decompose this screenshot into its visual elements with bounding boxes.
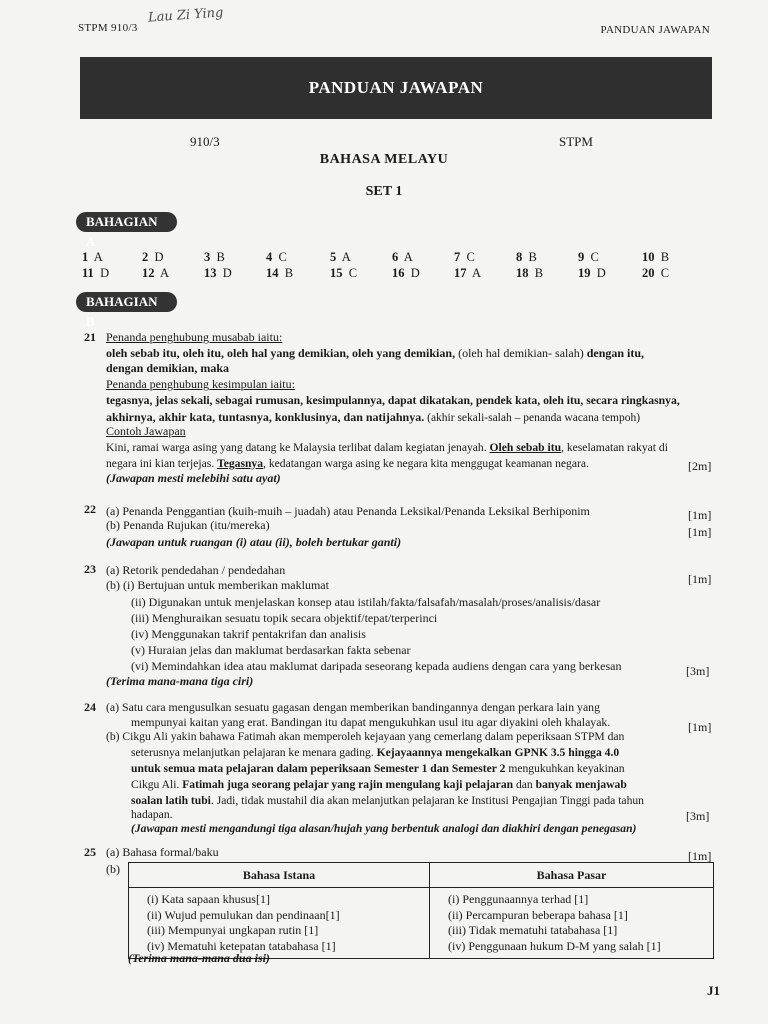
answer-letter: A bbox=[398, 250, 413, 264]
q21-text: akhirnya, akhir kata, tuntasnya, konklusinya, dan natijahnya. bbox=[106, 410, 425, 424]
mark: [1m] bbox=[688, 849, 712, 863]
answer-letter: B bbox=[528, 266, 544, 280]
q24-text: banyak menjawab bbox=[535, 778, 627, 791]
q23-b-ii: (ii) Digunakan untuk menjelaskan konsep atau istilah/fakta/falsafah/masalah/proses/analisis/dasar bbox=[131, 595, 601, 609]
answer-letter: B bbox=[522, 250, 537, 264]
q24-text: hadapan. bbox=[131, 808, 173, 821]
answer-number: 7 bbox=[454, 250, 461, 264]
table-header-row bbox=[129, 863, 714, 888]
q24-text: . Jadi, tidak mustahil dia akan melanjutkan pelajaran ke Institusi Pengajian Tinggi pada tahun bbox=[210, 794, 644, 807]
q25-b: (b) bbox=[106, 862, 120, 876]
q24-text: Cikgu Ali. bbox=[131, 778, 183, 791]
q24-b: (b) Cikgu Ali yakin bahawa Fatimah akan memperoleh kejayaan yang cemerlang dalam peperiksaan STPM dan bbox=[106, 730, 625, 743]
answer-item bbox=[392, 250, 413, 265]
q22-note: (Jawapan untuk ruangan (i) atau (ii), boleh bertukar ganti) bbox=[106, 535, 402, 549]
mark: [1m] bbox=[688, 508, 712, 522]
answer-number: 12 bbox=[142, 266, 155, 280]
answer-item bbox=[204, 250, 225, 265]
q21-text: Tegasnya bbox=[217, 457, 264, 470]
answer-number: 6 bbox=[392, 250, 399, 264]
q24-text: dan bbox=[513, 778, 536, 791]
q21-line bbox=[106, 346, 644, 361]
page-number: J1 bbox=[707, 983, 720, 998]
q24-text: soalan latih tubi bbox=[131, 794, 211, 807]
q24-a: mempunyai kaitan yang erat. Bandingan itu dapat mengukuhkan usul itu agar diyakini oleh khalayak. bbox=[131, 715, 611, 729]
mark: [1m] bbox=[688, 572, 712, 586]
answer-number: 19 bbox=[578, 266, 591, 280]
answer-item bbox=[142, 250, 164, 265]
mark: [1m] bbox=[688, 525, 712, 539]
table-item: (i) Penggunaannya terhad [1] bbox=[448, 892, 589, 906]
answer-letter: C bbox=[584, 250, 599, 264]
answer-item bbox=[454, 250, 475, 265]
answer-item bbox=[82, 250, 103, 265]
q24-text: seterusnya melanjutkan pelajaran ke menara gading. bbox=[131, 746, 377, 759]
table-cell bbox=[129, 888, 430, 959]
q25-note: (Terima mana-mana dua isi) bbox=[128, 951, 270, 965]
answer-letter: A bbox=[336, 250, 351, 264]
q24-line bbox=[131, 794, 644, 807]
mark: [1m] bbox=[688, 720, 712, 734]
q22-a: (a) Penanda Penggantian (kuih-muih – juadah) atau Penanda Leksikal/Penanda Leksikal Berhiponim bbox=[106, 504, 590, 518]
answer-number: 13 bbox=[204, 266, 217, 280]
q21-line bbox=[106, 441, 668, 454]
answer-number: 9 bbox=[578, 250, 585, 264]
q21-text: Oleh sebab itu bbox=[489, 441, 562, 454]
answer-number: 14 bbox=[266, 266, 279, 280]
answer-letter: A bbox=[154, 266, 170, 280]
q22-b: (b) Penanda Rujukan (itu/mereka) bbox=[106, 518, 270, 532]
answer-letter: A bbox=[88, 250, 103, 264]
q23-b-vi: (vi) Memindahkan idea atau maklumat daripada seseorang kepada audiens dengan cara yang berkesan bbox=[131, 659, 622, 673]
mark: [2m] bbox=[688, 459, 712, 473]
answer-letter: D bbox=[590, 266, 606, 280]
answer-item bbox=[204, 266, 232, 281]
answer-number: 1 bbox=[82, 250, 89, 264]
header-title: PANDUAN JAWAPAN bbox=[600, 24, 710, 36]
mark: [3m] bbox=[686, 809, 710, 823]
q23-b-iv: (iv) Menggunakan takrif pentakrifan dan analisis bbox=[131, 627, 366, 641]
answer-number: 4 bbox=[266, 250, 273, 264]
answer-item bbox=[578, 266, 606, 281]
answer-item bbox=[516, 266, 543, 281]
answer-item bbox=[392, 266, 420, 281]
table-item: (iii) Mempunyai ungkapan rutin [1] bbox=[147, 923, 319, 937]
answer-letter: B bbox=[278, 266, 294, 280]
answer-number: 5 bbox=[330, 250, 337, 264]
answer-letter: A bbox=[466, 266, 482, 280]
answer-item bbox=[454, 266, 481, 281]
question-number: 22 bbox=[84, 502, 96, 516]
set-title: SET 1 bbox=[365, 184, 403, 199]
exam-label: STPM bbox=[559, 134, 593, 149]
answer-letter: C bbox=[654, 266, 670, 280]
q24-line bbox=[131, 746, 619, 759]
answer-letter: D bbox=[148, 250, 164, 264]
section-a-label: BAHAGIAN A bbox=[76, 212, 177, 232]
answer-item bbox=[266, 266, 293, 281]
answer-number: 3 bbox=[204, 250, 211, 264]
answer-letter: C bbox=[460, 250, 475, 264]
table-row bbox=[129, 888, 714, 959]
q24-text: mengukuhkan keyakinan bbox=[505, 762, 625, 775]
table-item: (iv) Mematuhi ketepatan tatabahasa [1] bbox=[147, 938, 336, 953]
table-item: (ii) Wujud pemulukan dan pendinaan[1] bbox=[147, 907, 340, 922]
answer-letter: D bbox=[216, 266, 232, 280]
table-item: (i) Kata sapaan khusus[1] bbox=[147, 892, 270, 906]
q23-b-iii: (iii) Menghuraikan sesuatu topik secara objektif/tepat/terperinci bbox=[131, 611, 438, 625]
q21-text: dengan itu, bbox=[586, 346, 645, 360]
answer-number: 11 bbox=[82, 266, 94, 280]
answer-letter: D bbox=[404, 266, 420, 280]
q21-text: Kini, ramai warga asing yang datang ke Malaysia terlibat dalam kegiatan jenayah. bbox=[106, 441, 490, 454]
q23-note: (Terima mana-mana tiga ciri) bbox=[106, 674, 254, 688]
answer-number: 15 bbox=[330, 266, 343, 280]
q24-text: Kejayaannya mengekalkan GPNK 3.5 hingga 4.0 bbox=[376, 746, 620, 759]
q21-text: dengan demikian, maka bbox=[106, 361, 230, 375]
answer-item bbox=[266, 250, 287, 265]
comparison-table bbox=[128, 862, 714, 959]
answer-item bbox=[82, 266, 109, 281]
paper-code: 910/3 bbox=[190, 134, 220, 149]
answer-number: 20 bbox=[642, 266, 655, 280]
q23-b-v: (v) Huraian jelas dan maklumat berdasarkan fakta sebenar bbox=[131, 643, 411, 657]
q24-text: untuk semua mata pelajaran dalam peperiksaan Semester 1 dan Semester 2 bbox=[131, 762, 506, 775]
answer-letter: B bbox=[210, 250, 225, 264]
section-b-label: BAHAGIAN B bbox=[76, 292, 177, 312]
table-item: (ii) Percampuran beberapa bahasa [1] bbox=[448, 907, 628, 922]
q21-text: negara ini kian terjejas. bbox=[106, 457, 218, 470]
header-code: STPM 910/3 bbox=[78, 22, 138, 34]
question-number: 24 bbox=[84, 700, 96, 714]
table-header: Bahasa Istana bbox=[129, 863, 430, 888]
answer-item bbox=[642, 250, 669, 265]
q21-example-heading: Contoh Jawapan bbox=[106, 424, 186, 438]
answer-item bbox=[142, 266, 169, 281]
answer-item bbox=[516, 250, 537, 265]
answer-number: 10 bbox=[642, 250, 655, 264]
q21-heading-kesimpulan: Penanda penghubung kesimpulan iaitu: bbox=[106, 377, 295, 391]
q24-a: (a) Satu cara mengusulkan sesuatu gagasan dengan memberikan bandingannya dengan perkara lain yang bbox=[106, 700, 600, 714]
subject-title: BAHASA MELAYU bbox=[319, 152, 449, 167]
question-number: 23 bbox=[84, 562, 96, 576]
q21-text: (oleh hal demikian- salah) bbox=[455, 346, 587, 360]
answer-number: 18 bbox=[516, 266, 529, 280]
q24-note: (Jawapan mesti mengandungi tiga alasan/hujah yang berbentuk analogi dan diakhiri dengan penegasan) bbox=[131, 822, 637, 835]
q21-text: (akhir sekali-salah – penanda wacana tempoh) bbox=[424, 412, 641, 424]
answer-letter: C bbox=[342, 266, 358, 280]
question-number: 25 bbox=[84, 845, 96, 859]
table-header: Bahasa Pasar bbox=[430, 863, 714, 888]
answer-letter: C bbox=[272, 250, 287, 264]
q24-line bbox=[131, 762, 625, 775]
q23-a: (a) Retorik pendedahan / pendedahan bbox=[106, 563, 286, 577]
q24-line bbox=[131, 778, 627, 791]
q21-text: tegasnya, jelas sekali, sebagai rumusan, kesimpulannya, dapat dikatakan, pendek kata, oleh itu, secara ringkasnya, bbox=[106, 394, 680, 407]
table-item: (iv) Penggunaan hukum D-M yang salah [1] bbox=[448, 938, 661, 953]
answer-number: 2 bbox=[142, 250, 149, 264]
answer-number: 8 bbox=[516, 250, 523, 264]
q24-text: Fatimah juga seorang pelajar yang rajin mengulang kaji pelajaran bbox=[182, 778, 514, 791]
q23-b: (b) (i) Bertujuan untuk memberikan maklumat bbox=[106, 578, 329, 592]
q25-a: (a) Bahasa formal/baku bbox=[106, 845, 219, 859]
q21-text: , kedatangan warga asing ke negara kita menggugat keamanan negara. bbox=[263, 457, 589, 470]
answer-item bbox=[642, 266, 669, 281]
table-cell bbox=[430, 888, 714, 959]
q21-line bbox=[106, 457, 589, 470]
table-item: (iii) Tidak mematuhi tatabahasa [1] bbox=[448, 923, 618, 937]
mark: [3m] bbox=[686, 664, 710, 678]
q21-note: (Jawapan mesti melebihi satu ayat) bbox=[106, 471, 281, 485]
answer-item bbox=[330, 250, 351, 265]
answer-number: 17 bbox=[454, 266, 467, 280]
answer-item bbox=[330, 266, 357, 281]
q21-heading-musabab: Penanda penghubung musabab iaitu: bbox=[106, 330, 283, 344]
answer-letter: D bbox=[93, 266, 110, 280]
q21-line bbox=[106, 410, 640, 425]
title-banner: PANDUAN JAWAPAN bbox=[80, 57, 712, 119]
q21-text: , keselamatan rakyat di bbox=[561, 441, 668, 454]
question-number: 21 bbox=[84, 330, 96, 344]
answer-number: 16 bbox=[392, 266, 405, 280]
handwritten-name: Lau Zi Ying bbox=[147, 5, 224, 26]
answer-letter: B bbox=[654, 250, 670, 264]
q21-text: oleh sebab itu, oleh itu, oleh hal yang demikian, oleh yang demikian, bbox=[106, 346, 456, 360]
answer-item bbox=[578, 250, 599, 265]
